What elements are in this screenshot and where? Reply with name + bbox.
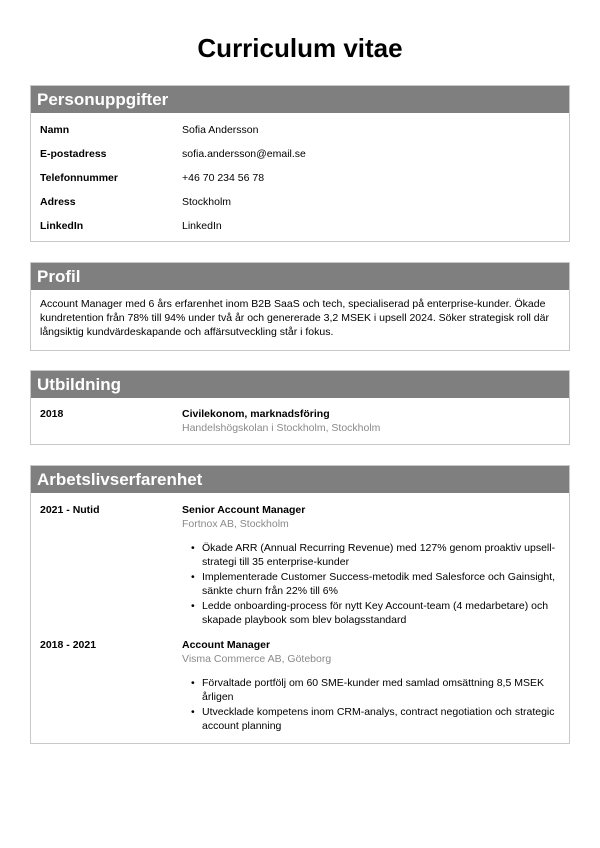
personal-row-linkedin: [31, 214, 569, 238]
linkedin-link[interactable]: LinkedIn: [182, 220, 222, 232]
field-label-name: Namn: [40, 124, 70, 136]
section-header-education: Utbildning: [31, 371, 569, 398]
experience-entry: [31, 628, 569, 734]
experience-date: 2021 - Nutid: [40, 504, 100, 516]
experience-body: [182, 638, 569, 734]
section-header-personal-info: Personuppgifter: [31, 86, 569, 113]
bullet-icon: •: [191, 677, 195, 689]
bullet-icon: •: [191, 600, 195, 612]
experience-entry: [31, 493, 569, 628]
section-experience: [30, 465, 570, 744]
education-date: 2018: [40, 408, 64, 420]
field-label-email: E-postadress: [40, 148, 107, 160]
personal-info-table: [31, 113, 569, 238]
job-employer: Visma Commerce AB, Göteborg: [182, 653, 332, 665]
list-item: [182, 676, 557, 704]
bullet-icon: •: [191, 571, 195, 583]
field-label-address: Adress: [40, 196, 76, 208]
achievement-text: Förvaltade portfölj om 60 SME-kunder med samlad omsättning 8,5 MSEK årligen: [202, 677, 544, 703]
bullet-icon: •: [191, 542, 195, 554]
personal-row-address: [31, 190, 569, 214]
field-value-phone: +46 70 234 56 78: [182, 172, 265, 184]
education-school: Handelshögskolan i Stockholm, Stockholm: [182, 422, 381, 434]
field-value-name: Sofia Andersson: [182, 124, 259, 136]
personal-row-email: [31, 142, 569, 166]
section-education: [30, 370, 570, 445]
education-degree: Civilekonom, marknadsföring: [182, 408, 330, 420]
list-item: [182, 705, 557, 733]
job-title: Account Manager: [182, 639, 271, 651]
section-header-experience: Arbetslivserfarenhet: [31, 466, 569, 493]
list-item: [182, 599, 557, 627]
bullet-icon: •: [191, 706, 195, 718]
experience-body: [182, 503, 569, 628]
page-title: Curriculum vitae: [197, 33, 403, 63]
experience-date: 2018 - 2021: [40, 639, 97, 651]
profile-summary: Account Manager med 6 års erfarenhet inom B2B SaaS och tech, specialiserad på enterprise-kunder. Ökade kundretention från 78% till 94% under två år och genererade 3,2 MSEK i upsell 2024. Söker strategisk roll där långsiktig kundvärdeskapande och affärsutveckling står i fokus.: [40, 298, 549, 338]
achievement-text: Implementerade Customer Success-metodik med Salesforce och Gainsight, sänkte churn från 22% till 6%: [202, 571, 556, 597]
field-label-linkedin: LinkedIn: [40, 220, 84, 232]
field-value-address: Stockholm: [182, 196, 232, 208]
job-achievements: [182, 541, 557, 627]
achievement-text: Utvecklade kompetens inom CRM-analys, contract negotiation och strategic account planning: [202, 706, 555, 732]
job-title: Senior Account Manager: [182, 504, 306, 516]
job-employer: Fortnox AB, Stockholm: [182, 518, 289, 530]
section-personal-info: [30, 85, 570, 242]
achievement-text: Ledde onboarding-process för nytt Key Account-team (4 medarbetare) och skapade playbook som blev bolagsstandard: [202, 600, 549, 626]
field-label-phone: Telefonnummer: [40, 172, 118, 184]
section-profile: [30, 262, 570, 351]
field-value-email[interactable]: sofia.andersson@email.se: [182, 148, 306, 160]
list-item: [182, 541, 557, 569]
section-header-profile: Profil: [31, 263, 569, 290]
education-body: [182, 407, 569, 435]
job-achievements: [182, 676, 557, 733]
personal-row-name: [31, 118, 569, 142]
achievement-text: Ökade ARR (Annual Recurring Revenue) med 127% genom proaktiv upsell-strategi till 35 enterprise-kunder: [202, 542, 556, 568]
personal-row-phone: [31, 166, 569, 190]
list-item: [182, 570, 557, 598]
education-entry: [31, 398, 569, 435]
